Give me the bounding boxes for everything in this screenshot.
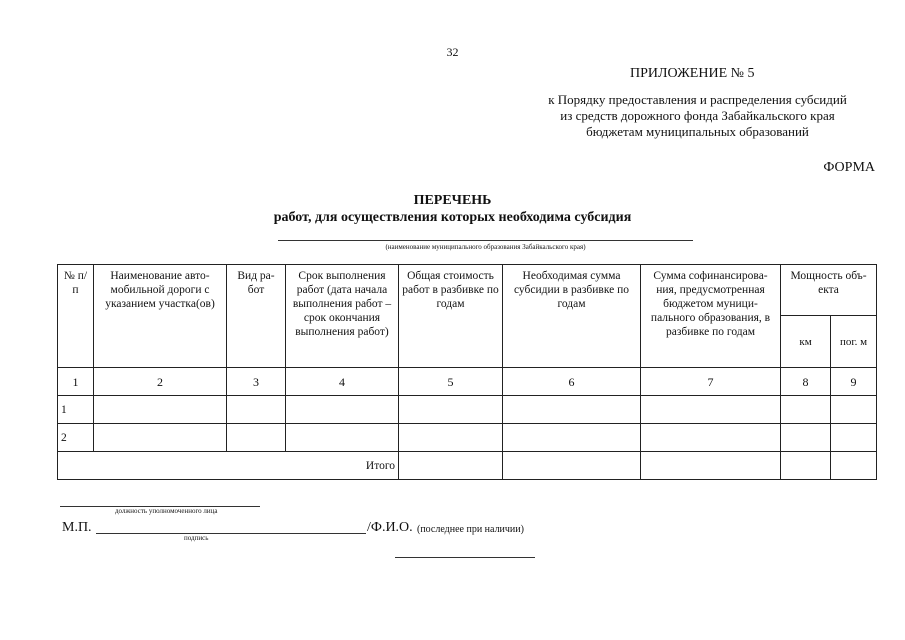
column-number: 5 xyxy=(399,368,503,396)
table-cell[interactable] xyxy=(831,396,877,424)
table-cell[interactable] xyxy=(831,452,877,480)
total-row xyxy=(58,452,877,480)
table-cell[interactable] xyxy=(503,452,641,480)
municipality-field-line[interactable] xyxy=(278,240,693,241)
row-number: 1 xyxy=(58,396,94,424)
page-number: 32 xyxy=(446,45,459,59)
row-number: 2 xyxy=(58,424,94,452)
table-cell[interactable] xyxy=(641,452,781,480)
appendix-subtitle xyxy=(500,92,895,140)
table-cell[interactable] xyxy=(286,396,399,424)
table-cell[interactable] xyxy=(831,424,877,452)
table-cell[interactable] xyxy=(94,424,227,452)
table-cell[interactable] xyxy=(641,396,781,424)
table-cell[interactable] xyxy=(781,424,831,452)
table-cell[interactable] xyxy=(503,396,641,424)
header-cofinancing: Сумма софинансирова-ния, предусмотренная бюджетом муници-пального образования, в разбивке по годам xyxy=(641,265,781,368)
column-number: 9 xyxy=(831,368,877,396)
table-cell[interactable] xyxy=(227,424,286,452)
column-number: 7 xyxy=(641,368,781,396)
header-no: № п/п xyxy=(58,265,94,368)
header-capacity: Мощность объ-екта xyxy=(781,265,877,316)
column-number: 8 xyxy=(781,368,831,396)
column-number: 1 xyxy=(58,368,94,396)
appendix-title: ПРИЛОЖЕНИЕ № 5 xyxy=(630,66,755,81)
table-cell[interactable] xyxy=(94,396,227,424)
appendix-subtitle-line: бюджетам муниципальных образований xyxy=(586,124,809,139)
header-unit-m: пог. м xyxy=(831,316,877,368)
table-cell[interactable] xyxy=(227,396,286,424)
table-cell[interactable] xyxy=(286,424,399,452)
works-table xyxy=(57,264,877,480)
table-row xyxy=(58,424,877,452)
stamp-label: М.П. xyxy=(62,520,92,535)
fio-label: /Ф.И.О. xyxy=(367,520,413,535)
table-cell[interactable] xyxy=(399,452,503,480)
header-work-type: Вид ра-бот xyxy=(227,265,286,368)
table-cell[interactable] xyxy=(503,424,641,452)
table-cell[interactable] xyxy=(399,424,503,452)
appendix-subtitle-line: из средств дорожного фонда Забайкальского края xyxy=(560,108,835,123)
position-caption: должность уполномоченного лица xyxy=(115,507,218,515)
document-subtitle: работ, для осуществления которых необходима субсидия xyxy=(273,210,632,225)
signature-field-line[interactable] xyxy=(96,533,366,534)
header-total-cost: Общая стоимость работ в разбивке по годам xyxy=(399,265,503,368)
total-label: Итого xyxy=(58,452,399,480)
header-subsidy: Необходимая сумма субсидии в разбивке по годам xyxy=(503,265,641,368)
table-cell[interactable] xyxy=(399,396,503,424)
table-cell[interactable] xyxy=(781,396,831,424)
fio-note: (последнее при наличии) xyxy=(417,524,524,535)
header-unit-km: км xyxy=(781,316,831,368)
table-row xyxy=(58,396,877,424)
appendix-subtitle-line: к Порядку предоставления и распределения субсидий xyxy=(548,92,847,107)
column-number: 4 xyxy=(286,368,399,396)
column-number: 6 xyxy=(503,368,641,396)
document-title: ПЕРЕЧЕНЬ xyxy=(413,193,492,208)
column-number-row xyxy=(58,368,877,396)
column-number: 2 xyxy=(94,368,227,396)
municipality-caption: (наименование муниципального образования Забайкальского края) xyxy=(385,243,586,251)
bottom-field-line[interactable] xyxy=(395,557,535,558)
table-cell[interactable] xyxy=(641,424,781,452)
header-deadline: Срок выполнения работ (дата начала выполнения работ – срок окончания выполнения работ) xyxy=(286,265,399,368)
table-cell[interactable] xyxy=(781,452,831,480)
form-label: ФОРМА xyxy=(823,160,875,175)
header-road: Наименование авто-мобильной дороги с указанием участка(ов) xyxy=(94,265,227,368)
column-number: 3 xyxy=(227,368,286,396)
signature-caption: подпись xyxy=(184,534,209,542)
